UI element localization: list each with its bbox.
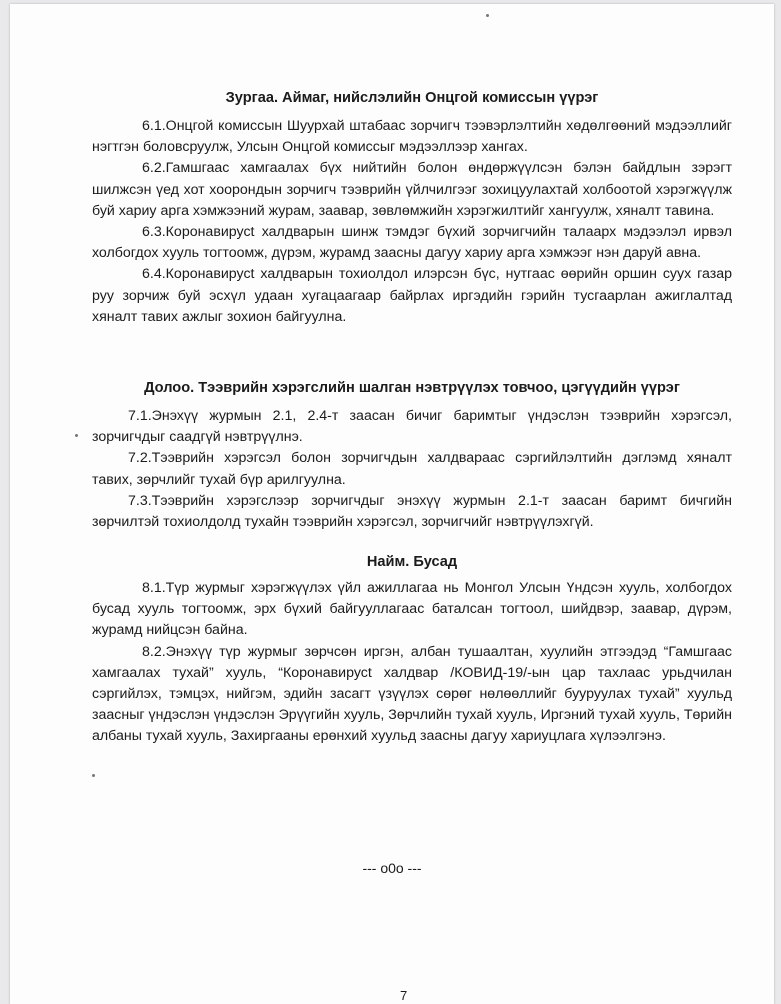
section-7-body — [92, 406, 732, 533]
paragraph-8-1: 8.1.Түр журмыг хэрэгжүүлэх үйл ажиллагаа нь Монгол Улсын Үндсэн хууль, холбогдох бусад хууль тогтоомж, эрх бүхий байгууллагаас баталсан тогтоол, шийдвэр, заавар, дүрэм, журамд нийцсэн байна. — [92, 580, 732, 639]
paragraph-8-2: 8.2.Энэхүү түр журмыг зөрчсөн иргэн, албан тушаалтан, хуулийн этгээдэд “Гамшгаас хамгаалах тухай” хууль, “Коронавирусt халдвар /КОВИД-19/-ын цар тахлаас урьдчилан сэргийлэх, тэмцэх, нийгэм, эдийн засагт үзүүлэх сөрөг нөлөөллийг бууруулах тухай” хуульд заасныг үндэслэн үндэслэн Эрүүгийн хууль, Зөрчлийн тухай хууль, Иргэний тухай хууль, Төрийн албаны тухай хууль, Захиргааны ерөнхий хуульд заасны дагуу хариуцлага хүлээлгэнэ. — [92, 643, 732, 745]
paragraph-6-2: 6.2.Гамшгаас хамгаалах бүх нийтийн болон өндөржүүлсэн бэлэн байдлын зэрэгт шилжсэн үед хот хоорондын зорчигч тээврийн үйлчилгээг зохицуулахтай холбоотой хэрэгжүүлж буй хариу арга хэмжээний журам, заавар, зөвлөмжийн хэрэгжилтийг хангуулж, хяналт тавина. — [92, 160, 732, 219]
paragraph-6-4: 6.4.Коронавирусt халдварын тохиолдол илэрсэн бүс, нутгаас өөрийн оршин суух газар руу зорчиж буй эсхүл удаан хугацаагаар байрлах иргэдийн гэрийн тусгаарлан ажиглалтад хяналт тавих ажлыг зохион байгуулна. — [92, 266, 732, 325]
section-8-title: Найм. Бусад — [366, 554, 458, 570]
section-8-body — [92, 578, 732, 748]
scan-speck — [92, 774, 95, 777]
scan-speck — [486, 14, 489, 17]
section-6-body — [92, 116, 732, 328]
paragraph-7-1: 7.1.Энэхүү журмын 2.1, 2.4-т заасан бичиг баримтыг үндэслэн тээврийн хэрэгсэл, зорчигчдыг саадгүй нэвтрүүлнэ. — [92, 408, 732, 446]
section-6-title: Зургаа. Аймаг, нийслэлийн Онцгой комиссын үүрэг — [225, 90, 599, 106]
page-number: 7 — [400, 988, 408, 1003]
paragraph-6-3: 6.3.Коронавирусt халдварын шинж тэмдэг бүхий зорчигчийн талаарх мэдээлэл ирвэл холбогдох хууль тогтоомж, дүрэм, журамд заасны дагуу хариу арга хэмжээг нэн даруй авна. — [92, 224, 732, 262]
scan-speck — [75, 434, 78, 437]
paragraph-6-1: 6.1.Онцгой комиссын Шуурхай штабаас зорчигч тээвэрлэлтийн хөдөлгөөний мэдээллийг нэгтгэн боловсруулж, Улсын Онцгой комиссыг мэдээллээр хангах. — [92, 118, 732, 156]
document-page — [10, 4, 774, 1004]
section-7-title: Долоо. Тээврийн хэрэгслийн шалган нэвтрүүлэх товчоо, цэгүүдийн үүрэг — [144, 380, 680, 396]
paragraph-7-2: 7.2.Тээврийн хэрэгсэл болон зорчигчдын халдвараас сэргийлэлтийн дэглэмд хяналт тавих, зөрчлийг тухай бүр арилгуулна. — [92, 450, 732, 488]
paragraph-7-3: 7.3.Тээврийн хэрэгслээр зорчигчдыг энэхүү журмын 2.1-т заасан баримт бичгийн зөрчилтэй тохиолдолд тухайн тээврийн хэрэгсэл, зорчигчийг нэвтрүүлэхгүй. — [92, 492, 732, 531]
end-mark: --- o0o --- — [362, 860, 422, 876]
